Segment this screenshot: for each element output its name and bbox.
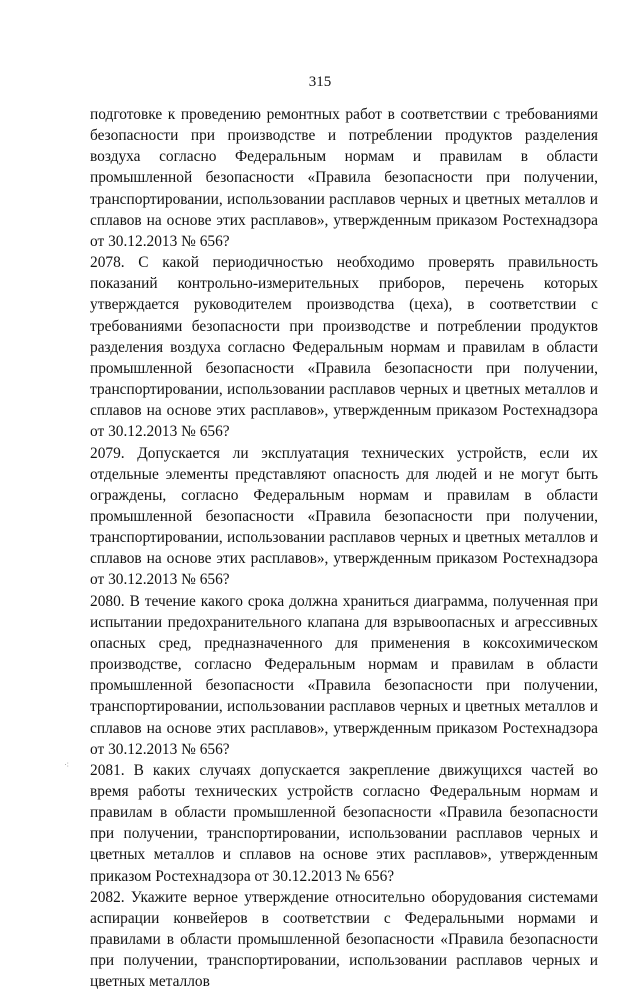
- question-2080: 2080. В течение какого срока должна храниться диаграмма, полученная при испытании предохранительного клапана для взрывоопасных и агрессивных опасных сред, предназначенного для применения в коксохимическом производстве, согласно Федеральным нормам и правилам в области промышленной безопасности «Правила безопасности при получении, транспортировании, использовании расплавов черных и цветных металлов и сплавов на основе этих расплавов», утвержденным приказом Ростехнадзора от 30.12.2013 № 656?: [90, 592, 598, 758]
- document-body: [90, 104, 598, 993]
- question-2082: 2082. Укажите верное утверждение относительно оборудования системами аспирации конвейеров в соответствии с Федеральными нормами и правилами в области промышленной безопасности «Правила безопасности при получении, транспортировании, использовании расплавов черных и цветных металлов: [90, 888, 598, 991]
- question-2079: 2079. Допускается ли эксплуатация технических устройств, если их отдельные элементы представляют опасность для людей и не могут быть ограждены, согласно Федеральным нормам и правилам в области промышленной безопасности «Правила безопасности при получении, транспортировании, использовании расплавов черных и цветных металлов и сплавов на основе этих расплавов», утвержденным приказом Ростехнадзора от 30.12.2013 № 656?: [90, 444, 598, 589]
- question-2078: 2078. С какой периодичностью необходимо проверять правильность показаний контрольно-измерительных приборов, перечень которых утверждается руководителем производства (цеха), в соответствии с требованиями безопасности при производстве и потреблении продуктов разделения воздуха согласно Федеральным нормам и правилам в области промышленной безопасности «Правила безопасности при получении, транспортировании, использовании расплавов черных и цветных металлов и сплавов на основе этих расплавов», утвержденным приказом Ростехнадзора от 30.12.2013 № 656?: [90, 254, 598, 441]
- question-2081: 2081. В каких случаях допускается закрепление движущихся частей во время работы технических устройств согласно Федеральным нормам и правилам в области промышленной безопасности «Правила безопасности при получении, транспортировании, использовании расплавов черных и цветных металлов и сплавов на основе этих расплавов», утвержденным приказом Ростехнадзора от 30.12.2013 № 656?: [90, 761, 598, 885]
- page-number: 315: [308, 74, 332, 90]
- scan-speck-mark: ⁖: [64, 761, 70, 771]
- paragraph-continuation: подготовке к проведению ремонтных работ в соответствии с требованиями безопасности при производстве и потреблении продуктов разделения воздуха согласно Федеральным нормам и правилам в области промышленной безопасности «Правила безопасности при получении, транспортировании, использовании расплавов черных и цветных металлов и сплавов на основе этих расплавов», утвержденным приказом Ростехнадзора от 30.12.2013 № 656?: [90, 106, 598, 250]
